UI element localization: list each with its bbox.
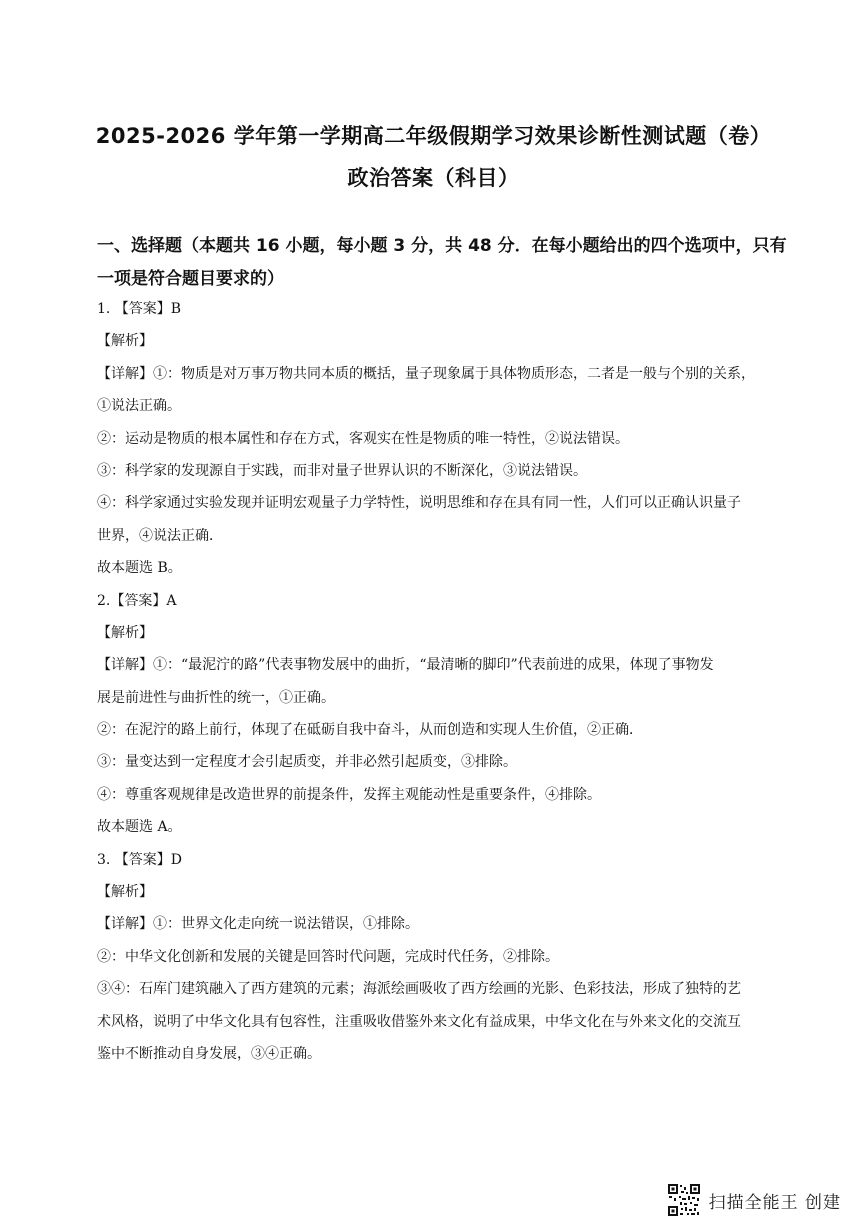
answer-line: ②：在泥泞的路上前行，体现了在砥砺自我中奋斗，从而创造和实现人生价值，②正确． xyxy=(97,722,643,739)
answer-line: 2.【答案】A xyxy=(97,592,177,609)
answer-line: 术风格，说明了中华文化具有包容性，注重吸收借鉴外来文化有益成果，中华文化在与外来文化的交流互 xyxy=(97,1013,741,1030)
answer-line: 【详解】①：世界文化走向统一说法错误，①排除。 xyxy=(97,916,419,933)
qr-code-icon xyxy=(667,1183,701,1217)
answer-line: 【详解】①：“最泥泞的路”代表事物发展中的曲折，“最清晰的脚印”代表前进的成果，体现了事物发 xyxy=(97,657,714,674)
scanner-label: 扫描全能王 创建 xyxy=(708,1192,841,1213)
answer-line: ②：中华文化创新和发展的关键是回答时代问题，完成时代任务，②排除。 xyxy=(97,948,559,965)
answer-line: 3. 【答案】D xyxy=(97,851,183,868)
document-subtitle: 政治答案（科目） xyxy=(347,166,520,190)
answer-body xyxy=(97,293,781,1070)
answer-line: ③：科学家的发现源自于实践，而非对量子世界认识的不断深化，③说法错误。 xyxy=(97,462,587,479)
answer-line: 鉴中不断推动自身发展，③④正确。 xyxy=(97,1045,321,1062)
document-title: 2025-2026 学年第一学期高二年级假期学习效果诊断性测试题（卷） xyxy=(95,124,772,148)
answer-line: 【解析】 xyxy=(97,884,153,901)
answer-line: ①说法正确。 xyxy=(97,398,181,415)
answer-line: ④：科学家通过实验发现并证明宏观量子力学特性，说明思维和存在具有同一性，人们可以正确认识量子 xyxy=(97,495,741,512)
answer-line: ③④：石库门建筑融入了西方建筑的元素；海派绘画吸收了西方绘画的光影、色彩技法，形成了独特的艺 xyxy=(97,981,741,998)
answer-line: ④：尊重客观规律是改造世界的前提条件，发挥主观能动性是重要条件，④排除。 xyxy=(97,786,601,803)
answer-line: 世界，④说法正确． xyxy=(97,527,223,544)
answer-line: ②：运动是物质的根本属性和存在方式，客观实在性是物质的唯一特性，②说法错误。 xyxy=(97,430,629,447)
answer-line: 展是前进性与曲折性的统一，①正确。 xyxy=(97,689,335,706)
answer-line: 1. 【答案】B xyxy=(97,301,182,317)
scanner-watermark xyxy=(667,1183,841,1217)
answer-line: 【解析】 xyxy=(97,333,153,350)
section-heading: 一、选择题（本题共 16 小题，每小题 3 分，共 48 分．在每小题给出的四个选项中，只有一项是符合题目要求的） xyxy=(97,236,787,289)
answer-line: 【解析】 xyxy=(97,624,153,641)
answer-line: ③：量变达到一定程度才会引起质变，并非必然引起质变，③排除。 xyxy=(97,754,517,771)
answer-line: 【详解】①：物质是对万事万物共同本质的概括，量子现象属于具体物质形态，二者是一般与个别的关系， xyxy=(97,365,755,382)
answer-line: 故本题选 A。 xyxy=(97,819,182,836)
answer-line: 故本题选 B。 xyxy=(97,560,182,577)
